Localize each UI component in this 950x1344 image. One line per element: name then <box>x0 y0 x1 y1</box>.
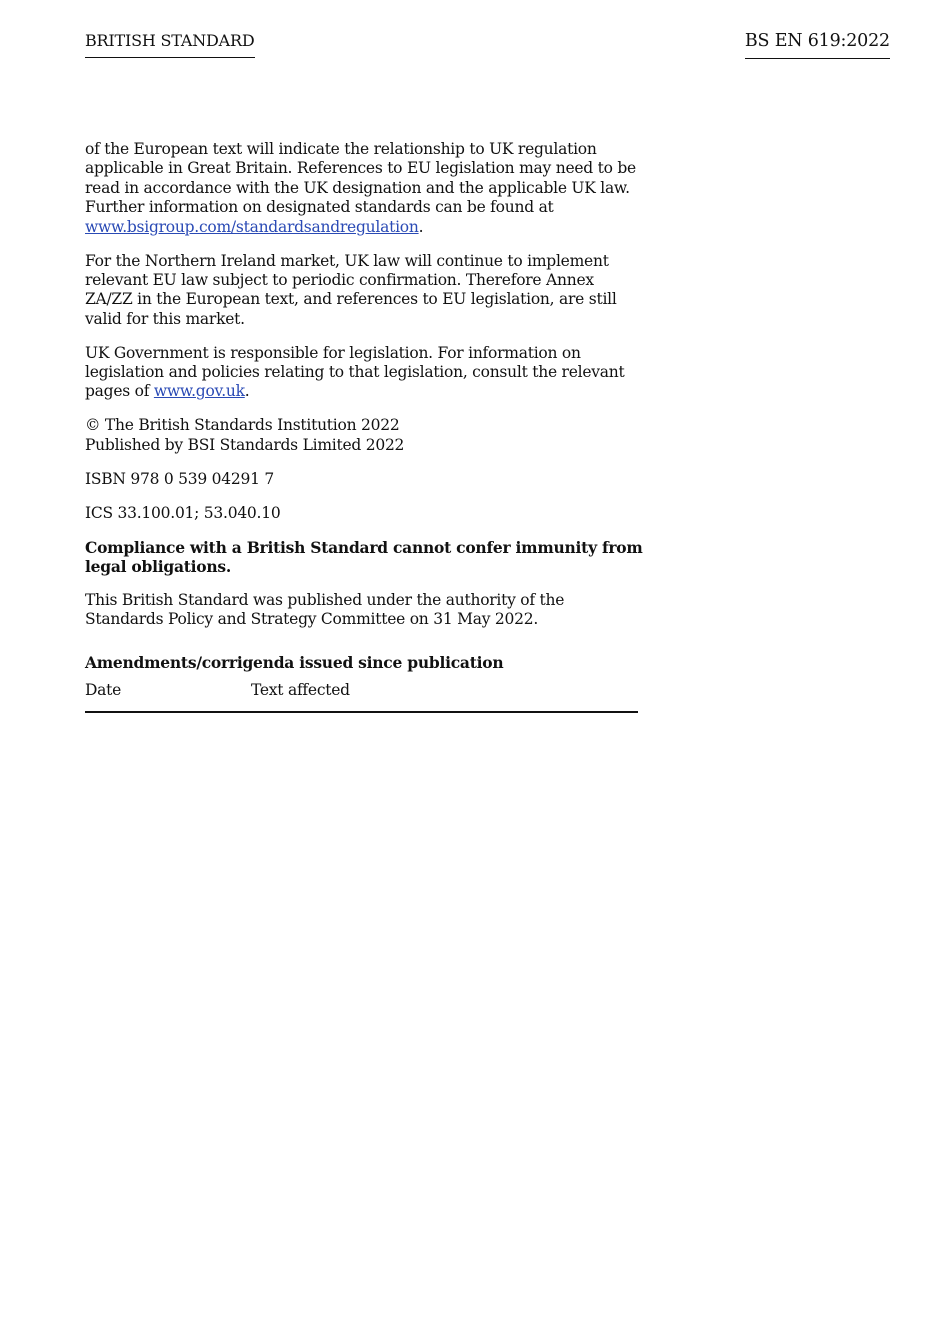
bsigroup-link[interactable]: www.bsigroup.com/standardsandregulation <box>85 217 419 236</box>
compliance-notice: Compliance with a British Standard cannot confer immunity from legal obligations. <box>85 537 643 576</box>
publisher-line: Published by BSI Standards Limited 2022 <box>85 435 405 454</box>
main-content <box>85 140 645 713</box>
paragraph-uk-regulation-text: of the European text will indicate the relationship to UK regulation applicable in Great Britain. References to EU legislation may need to be read in accordance with the UK designation and the applicable UK law. Further information on designated standards can be found at <box>85 140 636 217</box>
paragraph-uk-government-text: UK Government is responsible for legislation. For information on legislation and policies relating to that legislation, consult the relevant pages of <box>85 343 625 401</box>
gov-uk-link[interactable]: www.gov.uk <box>153 382 245 401</box>
amendments-date-header: Date <box>85 681 122 700</box>
ics-line: ICS 33.100.01; 53.040.10 <box>85 503 281 522</box>
paragraph-end-period: . <box>244 382 250 401</box>
copyright-line: © The British Standards Institution 2022 <box>85 416 400 435</box>
copyright-block <box>85 416 645 455</box>
paragraph-uk-government <box>85 344 645 402</box>
header-standard-number: BS EN 619:2022 <box>745 31 890 59</box>
isbn-line: ISBN 978 0 539 04291 7 <box>85 469 275 488</box>
paragraph-uk-regulation <box>85 140 645 237</box>
amendments-text-affected-header: Text affected <box>251 681 350 700</box>
publication-authority: This British Standard was published under the authority of the Standards Policy and Strategy Committee on 31 May 2022. <box>85 590 565 629</box>
paragraph-northern-ireland: For the Northern Ireland market, UK law will continue to implement relevant EU law subject to periodic confirmation. Therefore Annex ZA/ZZ in the European text, and references to EU legislation, are still valid for this market. <box>85 251 617 328</box>
paragraph-end-period: . <box>418 217 424 236</box>
header-document-type: BRITISH STANDARD <box>85 31 255 58</box>
amendments-table <box>85 681 638 713</box>
amendments-heading: Amendments/corrigenda issued since publication <box>85 652 504 672</box>
